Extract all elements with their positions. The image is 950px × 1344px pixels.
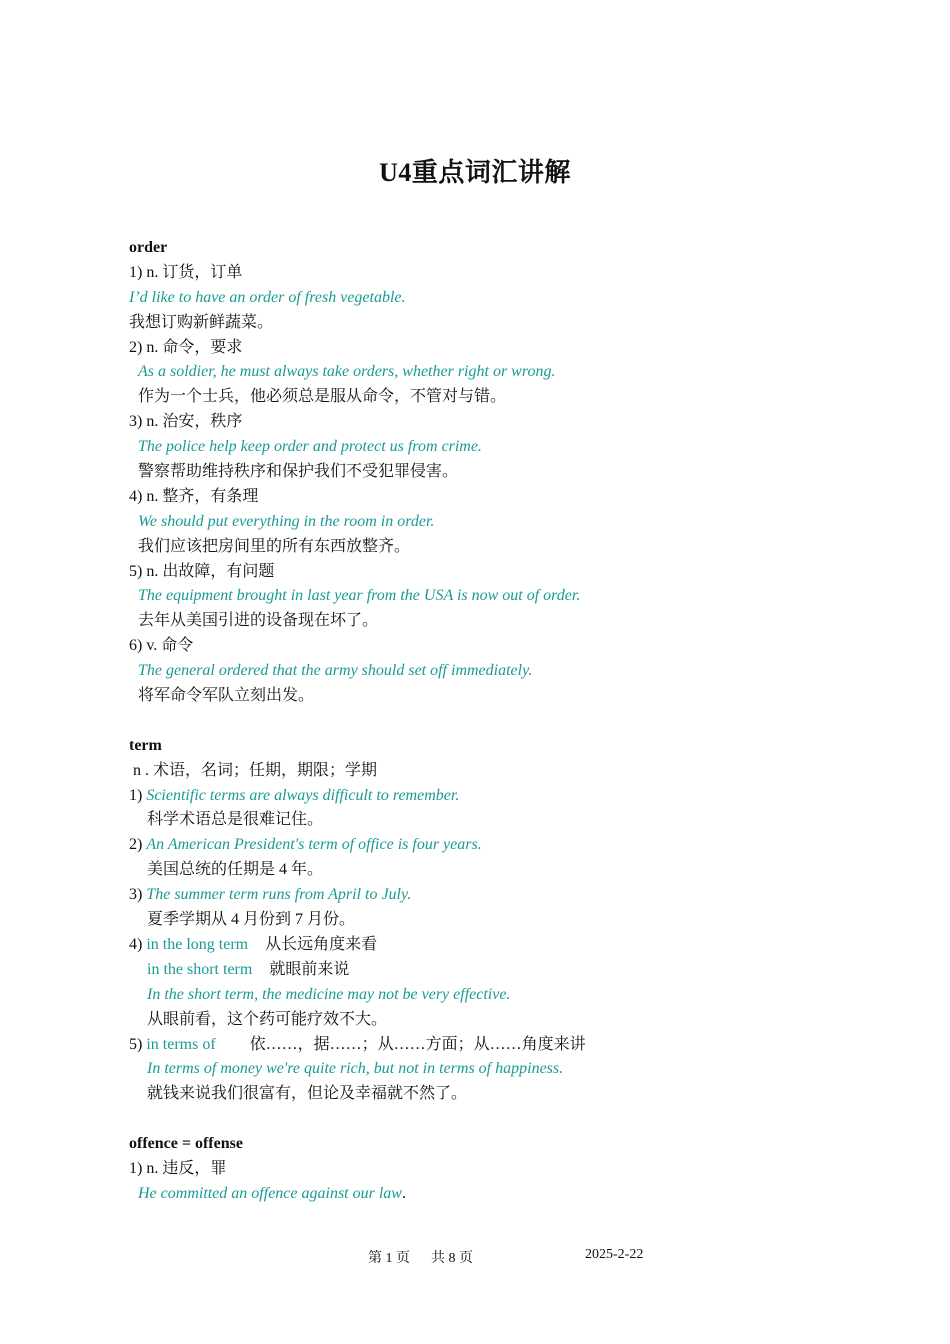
example-rest: , the medicine may not be very effective.	[254, 985, 511, 1003]
page-total: 共 8 页	[431, 1251, 473, 1266]
order-translation-3: 警察帮助维持秩序和保护我们不受犯罪侵害。	[138, 463, 459, 481]
order-example-4: We should put everything in the room in order.	[138, 512, 435, 530]
sense-number: 4)	[129, 487, 143, 505]
order-example-3: The police help keep order and protect us from crime.	[138, 438, 482, 456]
item-number: 3)	[129, 886, 143, 904]
headword-term: term	[129, 736, 162, 754]
sense-number: 5)	[129, 562, 143, 580]
order-translation-5: 去年从美国引进的设备现在坏了。	[138, 612, 379, 630]
sense-definition: n. 出故障，有问题	[146, 562, 275, 580]
term-translation-2: 美国总统的任期是 4 年。	[147, 861, 324, 879]
page-title: U4重点词汇讲解	[379, 158, 571, 187]
term-example-1: Scientific terms are always difficult to remember.	[146, 786, 460, 804]
order-translation-2: 作为一个士兵，他必须总是服从命令，不管对与错。	[138, 388, 507, 406]
order-sense-5	[129, 560, 829, 585]
spacer	[129, 709, 829, 734]
order-sense-4	[129, 485, 829, 510]
phrase-short-term: in the short term	[147, 960, 253, 978]
spacer	[129, 1107, 829, 1132]
sense-number: 3)	[129, 413, 143, 431]
item-number: 4)	[129, 935, 143, 953]
offence-example-1	[129, 1182, 829, 1207]
sense-definition: n. 违反，罪	[146, 1159, 227, 1177]
sense-definition: n. 订货，订单	[146, 263, 243, 281]
order-translation-1: 我想订购新鲜蔬菜。	[129, 313, 274, 331]
term-item-4b	[129, 958, 829, 983]
order-sense-2	[129, 336, 829, 361]
term-example-4	[129, 983, 829, 1008]
sense-number: 1)	[129, 1159, 143, 1177]
term-example-3: The summer term runs from April to July.	[146, 886, 412, 904]
sense-number: 1)	[129, 263, 143, 281]
phrase-long-term: in the long term	[146, 935, 249, 953]
offence-sense-1	[129, 1157, 829, 1182]
order-example-2: As a soldier, he must always take orders, whether right or wrong.	[138, 363, 556, 381]
sense-number: 6)	[129, 637, 143, 655]
term-item-4	[129, 933, 829, 958]
term-item-1	[129, 784, 829, 809]
page-number: 第 1 页	[368, 1251, 410, 1266]
item-number: 1)	[129, 786, 143, 804]
phrase-in-terms-of: in terms of	[146, 1035, 216, 1053]
headword-order: order	[129, 239, 168, 256]
offence-example-period: .	[401, 1184, 406, 1202]
sense-number: 2)	[129, 338, 143, 356]
example-phrase: In the short term	[147, 985, 255, 1003]
term-translation-1: 科学术语总是很难记住。	[147, 811, 324, 829]
footer-date: 2025-2-22	[585, 1247, 644, 1262]
term-item-3	[129, 883, 829, 908]
term-example-5: In terms of money we're quite rich, but not in terms of happiness.	[147, 1060, 564, 1078]
item-number: 5)	[129, 1035, 143, 1053]
order-example-5: The equipment brought in last year from the USA is now out of order.	[138, 587, 581, 605]
phrase-long-term-meaning: 从长远角度来看	[265, 935, 378, 953]
sense-definition: n. 整齐，有条理	[146, 487, 259, 505]
term-translation-5: 就钱来说我们很富有，但论及幸福就不然了。	[147, 1085, 468, 1103]
order-translation-4: 我们应该把房间里的所有东西放整齐。	[138, 537, 411, 555]
order-sense-6	[129, 634, 829, 659]
order-translation-6: 将军命令军队立刻出发。	[138, 687, 315, 705]
headword-offence: offence = offense	[129, 1135, 243, 1153]
sense-definition: n. 命令，要求	[146, 338, 243, 356]
sense-definition: v. 命令	[146, 637, 194, 655]
item-number: 2)	[129, 836, 143, 854]
order-example-1: I’d like to have an order of fresh vegetable.	[129, 288, 406, 306]
term-example-2: An American President's term of office is four years.	[146, 836, 482, 854]
term-translation-3: 夏季学期从 4 月份到 7 月份。	[147, 911, 356, 929]
phrase-short-term-meaning: 就眼前来说	[269, 960, 350, 978]
sense-definition: n. 治安，秩序	[146, 413, 243, 431]
term-item-2	[129, 833, 829, 858]
page-indicator	[368, 1247, 473, 1267]
document-body	[129, 236, 829, 1207]
order-example-6: The general ordered that the army should set off immediately.	[138, 662, 533, 680]
order-sense-3	[129, 410, 829, 435]
term-item-5	[129, 1033, 829, 1058]
offence-example-text: He committed an offence against our law	[138, 1184, 402, 1202]
phrase-in-terms-of-meaning: 依……，据……；从……方面；从……角度来讲	[249, 1035, 586, 1053]
term-translation-4: 从眼前看，这个药可能疗效不大。	[147, 1010, 388, 1028]
order-sense-1	[129, 261, 829, 286]
term-part-of-speech: n . 术语，名词；任期，期限；学期	[133, 761, 378, 779]
